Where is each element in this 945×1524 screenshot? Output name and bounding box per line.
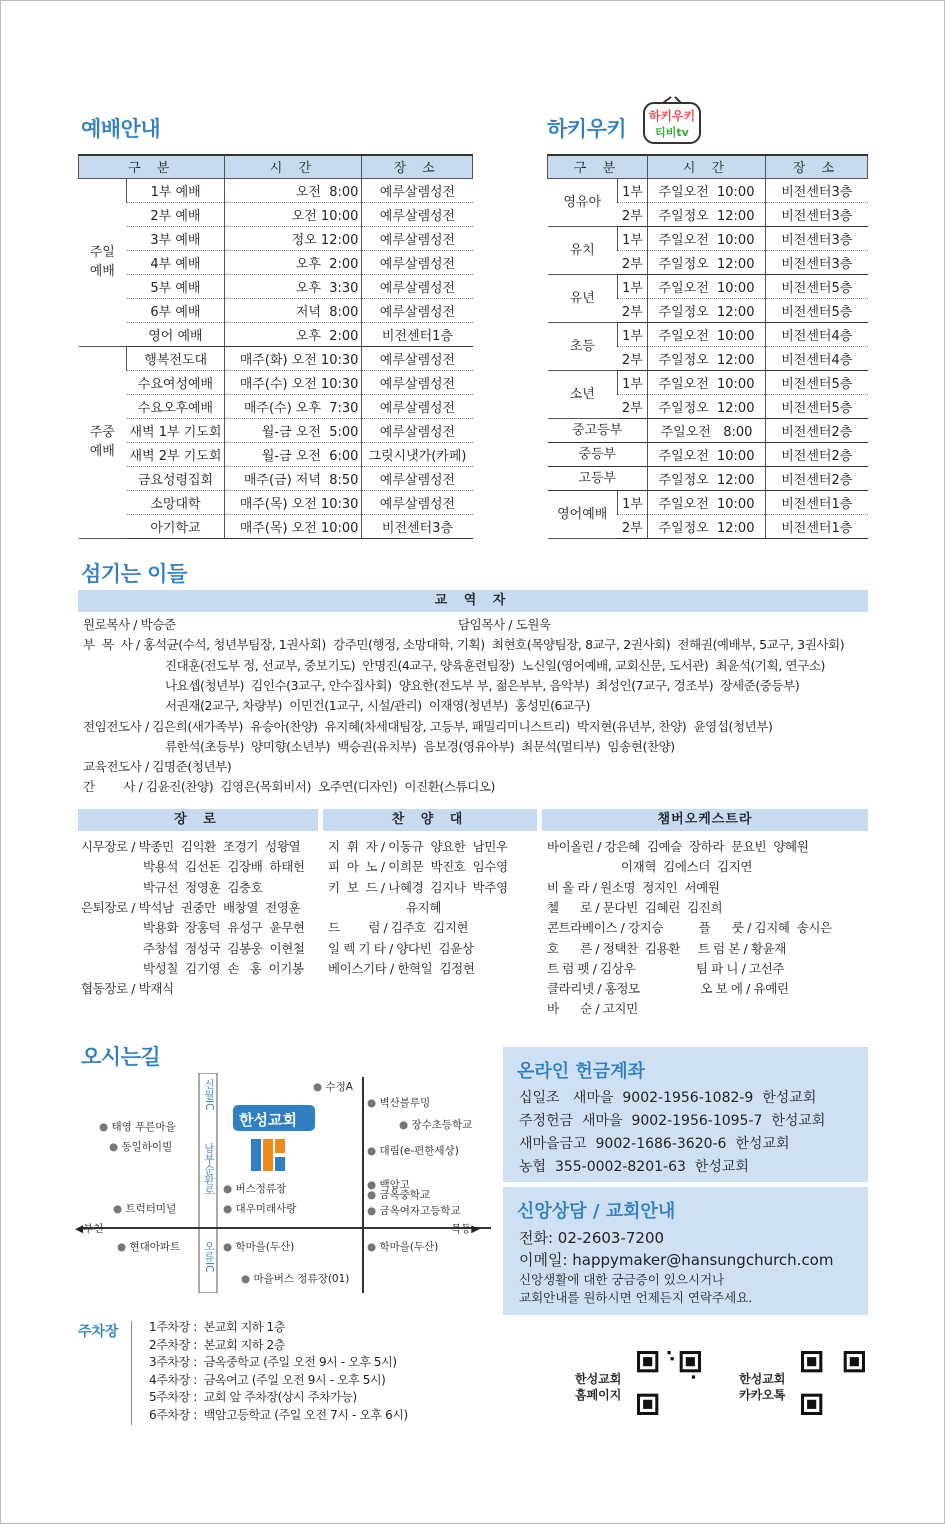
haki-part: 1부 bbox=[618, 226, 648, 250]
haki-time: 주일정오 12:00 bbox=[648, 250, 766, 274]
chamber-line: 비 올 라 / 원소명 정지인 서예원 bbox=[547, 879, 720, 895]
worship-row bbox=[79, 202, 473, 226]
haki-part: 2부 bbox=[618, 298, 648, 322]
haki-group-label: 유치 bbox=[548, 226, 618, 274]
haki-place: 비전센터2층 bbox=[766, 466, 868, 490]
worship-time: 월-금 오전 6:00 bbox=[225, 442, 362, 466]
worship-time: 매주(금) 저녁 8:50 bbox=[225, 466, 362, 490]
haki-row bbox=[548, 370, 868, 394]
worship-group-label-line: 예배 bbox=[89, 264, 115, 279]
map-dot-icon: ● bbox=[113, 1203, 126, 1215]
map-place-name: 금옥중학교 bbox=[379, 1189, 431, 1201]
haki-place: 비전센터5층 bbox=[766, 394, 868, 418]
chamber-line: 이재혁 김에스더 김지연 bbox=[621, 859, 753, 875]
worship-header-place: 장 소 bbox=[362, 155, 473, 178]
chamber-line: 호 른 / 정택찬 김용환 트 럼 본 / 황윤재 bbox=[547, 940, 786, 956]
choir-line: 일 렉 기 타 / 양다빈 김윤상 bbox=[328, 940, 474, 956]
worship-name: 소망대학 bbox=[127, 490, 225, 514]
haki-time: 주일정오 12:00 bbox=[648, 202, 766, 226]
worship-place: 예루살렘성전 bbox=[362, 490, 473, 514]
map-dot-icon: ● bbox=[117, 1241, 130, 1253]
qr-kakao-label-1: 한성교회 bbox=[739, 1372, 786, 1386]
choir-bar: 찬 양 대 bbox=[323, 809, 537, 831]
map-dot-icon: ● bbox=[223, 1183, 236, 1195]
chamber-line: 콘트라베이스 / 강지승 플 룻 / 김지혜 송시은 bbox=[547, 920, 832, 936]
counsel-panel bbox=[503, 1187, 868, 1315]
haki-place: 비전센터3층 bbox=[766, 226, 868, 250]
worship-row bbox=[79, 370, 473, 394]
qr-kakao-label bbox=[739, 1371, 785, 1403]
haki-row bbox=[548, 178, 868, 202]
directions-map bbox=[75, 1073, 491, 1293]
haki-place: 비전센터4층 bbox=[766, 322, 868, 346]
worship-group-label-line: 주중 bbox=[89, 425, 115, 440]
map-dot-icon: ● bbox=[109, 1141, 122, 1153]
worship-row bbox=[79, 298, 473, 322]
map-place-label bbox=[113, 1201, 176, 1216]
map-dot-icon: ● bbox=[223, 1203, 236, 1215]
haki-time: 주일오전 10:00 bbox=[648, 442, 766, 466]
parking-item: 3주차장 : 금옥중학교 (주일 오전 9시 - 오후 5시) bbox=[149, 1355, 397, 1369]
map-dot-icon: ● bbox=[99, 1121, 112, 1133]
worship-row bbox=[79, 178, 473, 202]
worship-row bbox=[79, 514, 473, 538]
choir-line: 키 보 드 / 나혜경 김지나 박주영 bbox=[328, 879, 508, 895]
worship-name: 새벽 1부 기도회 bbox=[127, 418, 225, 442]
haki-part: 2부 bbox=[618, 202, 648, 226]
worship-header-time: 시 간 bbox=[225, 155, 362, 178]
counsel-title: 신앙상담 / 교회안내 bbox=[517, 1201, 676, 1222]
map-dot-icon: ● bbox=[367, 1241, 380, 1253]
worship-time: 매주(목) 오전 10:30 bbox=[225, 490, 362, 514]
worship-time: 오전 8:00 bbox=[225, 178, 362, 202]
worship-row bbox=[79, 226, 473, 250]
map-place-label bbox=[223, 1181, 286, 1196]
haki-time: 주일정오 12:00 bbox=[648, 466, 766, 490]
left-direction: ◀부천 bbox=[75, 1223, 104, 1235]
haki-group-label: 중등부 bbox=[548, 442, 648, 466]
worship-table bbox=[78, 154, 473, 539]
chamber-line: 바 순 / 고지민 bbox=[547, 1001, 638, 1017]
parking-item: 6주차장 : 백암고등학교 (주일 오전 7시 - 오후 6시) bbox=[149, 1407, 408, 1422]
counsel-phone: 전화: 02-2603-7200 bbox=[519, 1229, 665, 1247]
svg-text:티비tv: 티비tv bbox=[655, 126, 689, 139]
worship-place: 예루살렘성전 bbox=[362, 274, 473, 298]
map-place-name: 트럭터미널 bbox=[125, 1203, 177, 1215]
map-dot-icon: ● bbox=[367, 1097, 380, 1109]
haki-row bbox=[548, 466, 868, 490]
worship-time: 정오 12:00 bbox=[225, 226, 362, 250]
map-place-name: 벽산블루밍 bbox=[379, 1097, 431, 1109]
worship-name: 1부 예배 bbox=[127, 178, 225, 202]
map-place-label bbox=[223, 1201, 296, 1216]
worship-place: 예루살렘성전 bbox=[362, 370, 473, 394]
chamber-bar: 챔버오케스트라 bbox=[542, 809, 868, 831]
qr-home-label-2: 홈페이지 bbox=[575, 1388, 622, 1402]
servants-title: 섬기는 이들 bbox=[81, 562, 187, 586]
worship-time: 매주(수) 오전 10:30 bbox=[225, 370, 362, 394]
worship-place: 예루살렘성전 bbox=[362, 346, 473, 370]
haki-place: 비전센터3층 bbox=[766, 202, 868, 226]
map-place-name: 백암고 bbox=[379, 1179, 410, 1191]
haki-place: 비전센터5층 bbox=[766, 298, 868, 322]
worship-time: 오전 10:00 bbox=[225, 202, 362, 226]
haki-place: 비전센터4층 bbox=[766, 346, 868, 370]
worship-name: 행복전도대 bbox=[127, 346, 225, 370]
worship-time: 매주(목) 오전 10:00 bbox=[225, 514, 362, 538]
offering-account: 주정헌금 새마을 9002-1956-1095-7 한성교회 bbox=[519, 1113, 826, 1129]
map-dot-icon: ● bbox=[367, 1189, 380, 1201]
chamber-line: 트 럼 펫 / 김상우 팀 파 니 / 고선주 bbox=[547, 960, 785, 976]
map-dot-icon: ● bbox=[399, 1119, 412, 1131]
choir-line: 베이스기타 / 한혁일 김정현 bbox=[328, 960, 475, 976]
haki-part: 1부 bbox=[618, 274, 648, 298]
map-place-name: 학마을(두산) bbox=[235, 1241, 295, 1253]
svg-text:하키우키: 하키우키 bbox=[648, 109, 696, 123]
worship-place: 예루살렘성전 bbox=[362, 394, 473, 418]
worship-group-label-line: 예배 bbox=[89, 444, 115, 459]
haki-row bbox=[548, 226, 868, 250]
worship-row bbox=[79, 394, 473, 418]
haki-time: 주일정오 12:00 bbox=[648, 298, 766, 322]
haki-time: 주일오전 10:00 bbox=[648, 370, 766, 394]
counsel-note-2: 교회안내를 원하시면 언제든지 연락주세요. bbox=[519, 1290, 753, 1305]
parking-divider bbox=[131, 1321, 132, 1425]
map-place-name: 태영 푸른마을 bbox=[111, 1121, 176, 1133]
map-dot-icon: ● bbox=[367, 1205, 380, 1217]
worship-name: 금요성령집회 bbox=[127, 466, 225, 490]
counsel-email: 이메일: happymaker@hansungchurch.com bbox=[519, 1251, 834, 1269]
choir-line: 드 럼 / 김주호 김지현 bbox=[328, 920, 469, 936]
haki-place: 비전센터3층 bbox=[766, 178, 868, 202]
clergy-line: 나요셉(청년부) 김인수(3교구, 안수집사회) 양요한(전도부 부, 젊은부부, 음악부) 최성인(7교구, 경조부) 장세준(중등부) bbox=[165, 677, 800, 693]
worship-time: 매주(화) 오전 10:30 bbox=[225, 346, 362, 370]
worship-row bbox=[79, 418, 473, 442]
worship-name: 5부 예배 bbox=[127, 274, 225, 298]
worship-time: 월-금 오전 5:00 bbox=[225, 418, 362, 442]
haki-group-label: 소년 bbox=[548, 370, 618, 418]
offering-account: 농협 355-0002-8201-63 한성교회 bbox=[519, 1159, 749, 1175]
parking-title: 주차장 bbox=[78, 1324, 119, 1340]
worship-place: 예루살렘성전 bbox=[362, 226, 473, 250]
worship-name: 영어 예배 bbox=[127, 322, 225, 346]
haki-row bbox=[548, 442, 868, 466]
map-place-name: 대림(e-편한세상) bbox=[379, 1145, 459, 1157]
map-dot-icon: ● bbox=[313, 1081, 326, 1093]
clergy-line: 전임전도사 / 김은희(새가족부) 유승아(찬양) 유지혜(차세대팀장, 고등부, 패밀리미니스트리) 박지현(유년부, 찬양) 윤영섭(청년부) bbox=[83, 718, 773, 734]
kakaotalk-qr-code[interactable] bbox=[801, 1351, 865, 1415]
haki-time: 주일정오 12:00 bbox=[648, 394, 766, 418]
clergy-line: 간 사 / 김윤진(찬양) 김영은(목회비서) 오주연(디자인) 이진환(스튜디오) bbox=[83, 779, 496, 795]
choir-line: 유지혜 bbox=[406, 899, 442, 915]
map-place-name: 버스정류장 bbox=[235, 1183, 287, 1195]
counsel-note-1: 신앙생활에 대한 궁금증이 있으시거나 bbox=[519, 1272, 725, 1287]
road-top-label: 신월IC bbox=[203, 1079, 215, 1111]
worship-time: 저녁 8:00 bbox=[225, 298, 362, 322]
map-place-name: 대우미래사랑 bbox=[235, 1203, 297, 1215]
haki-header-category: 구 분 bbox=[548, 155, 648, 178]
hakiwooki-table bbox=[547, 154, 868, 539]
haki-time: 주일오전 10:00 bbox=[648, 490, 766, 514]
qr-home-label-1: 한성교회 bbox=[575, 1372, 622, 1386]
haki-row bbox=[548, 322, 868, 346]
haki-time: 주일정오 12:00 bbox=[648, 346, 766, 370]
map-place-name: 장수초등학교 bbox=[411, 1119, 473, 1131]
parking-item: 4주차장 : 금옥여고 (주일 오전 9시 - 오후 5시) bbox=[149, 1372, 386, 1387]
chamber-line: 첼 로 / 문다빈 김혜린 김진희 bbox=[547, 899, 723, 915]
worship-name: 새벽 2부 기도회 bbox=[127, 442, 225, 466]
directions-title: 오시는길 bbox=[81, 1045, 161, 1069]
offering-title: 온라인 헌금계좌 bbox=[517, 1061, 645, 1082]
haki-time: 주일오전 10:00 bbox=[648, 274, 766, 298]
map-place-label bbox=[367, 1095, 430, 1110]
hakiwooki-tv-logo bbox=[641, 95, 703, 147]
worship-time: 오후 2:00 bbox=[225, 322, 362, 346]
worship-time: 오후 2:00 bbox=[225, 250, 362, 274]
worship-place: 비전센터3층 bbox=[362, 514, 473, 538]
clergy-line: 진대훈(전도부 정, 선교부, 중보기도) 안명진(4교구, 양육훈련팀장) 노신일(영어예배, 교회신문, 도서관) 최윤석(기획, 연구소) bbox=[165, 657, 825, 673]
haki-place: 비전센터2층 bbox=[766, 442, 868, 466]
map-place-label bbox=[223, 1239, 294, 1254]
parking-item: 2주차장 : 본교회 지하 2층 bbox=[149, 1337, 285, 1352]
worship-group-label bbox=[79, 178, 127, 346]
elder-line: 박용석 김선돈 김장배 하태헌 bbox=[143, 859, 305, 875]
clergy-line: 서권재(2교구, 차량부) 이민건(1교구, 시설/관리) 이재영(청년부) 홍성민(6교구) bbox=[165, 698, 590, 714]
parking-item: 5주차장 : 교회 앞 주차장(상시 주차가능) bbox=[149, 1390, 357, 1404]
haki-place: 비전센터3층 bbox=[766, 250, 868, 274]
worship-row bbox=[79, 490, 473, 514]
church-map-label: 한성교회 bbox=[239, 1111, 297, 1129]
elder-line: 시무장로 / 박종민 김익환 조경기 성왕열 bbox=[81, 839, 301, 854]
haki-group-label: 영어예배 bbox=[548, 490, 618, 538]
worship-title: 예배안내 bbox=[81, 117, 161, 141]
worship-name: 수요여성예배 bbox=[127, 370, 225, 394]
haki-time: 주일오전 8:00 bbox=[648, 418, 766, 442]
elder-line: 은퇴장로 / 박석남 권중만 배창열 전영훈 bbox=[81, 899, 301, 915]
worship-group-label-line: 주일 bbox=[89, 245, 115, 260]
elder-line: 박규선 정영훈 김충호 bbox=[143, 879, 263, 895]
haki-place: 비전센터1층 bbox=[766, 514, 868, 538]
haki-part: 2부 bbox=[618, 250, 648, 274]
offering-panel bbox=[503, 1047, 868, 1182]
haki-group-label: 중고등부 bbox=[548, 418, 648, 442]
elder-line: 박용화 장홍덕 유성구 윤무현 bbox=[143, 920, 305, 936]
worship-group-label bbox=[79, 346, 127, 538]
elders-bar: 장 로 bbox=[78, 809, 318, 831]
worship-row bbox=[79, 250, 473, 274]
haki-row bbox=[548, 418, 868, 442]
haki-time: 주일오전 10:00 bbox=[648, 322, 766, 346]
worship-place: 예루살렘성전 bbox=[362, 298, 473, 322]
map-dot-icon: ● bbox=[367, 1145, 380, 1157]
clergy-line: 원로목사 / 박승준 담임목사 / 도원욱 bbox=[83, 617, 551, 632]
haki-place: 비전센터2층 bbox=[766, 418, 868, 442]
road-bottom-label: 오류IC bbox=[203, 1241, 215, 1273]
worship-name: 아기학교 bbox=[127, 514, 225, 538]
map-place-label bbox=[367, 1239, 438, 1254]
worship-header-category: 구 분 bbox=[79, 155, 225, 178]
haki-row bbox=[548, 274, 868, 298]
map-place-name: 금옥여자고등학교 bbox=[379, 1205, 461, 1217]
worship-place: 예루살렘성전 bbox=[362, 466, 473, 490]
worship-place: 예루살렘성전 bbox=[362, 202, 473, 226]
choir-line: 지 휘 자 / 이동규 양요한 남민우 bbox=[328, 839, 508, 854]
chamber-line: 클라리넷 / 홍정모 오 보 에 / 유예린 bbox=[547, 981, 789, 997]
haki-part: 1부 bbox=[618, 178, 648, 202]
map-place-name: 현대아파트 bbox=[129, 1241, 181, 1253]
haki-group-label: 초등 bbox=[548, 322, 618, 370]
map-place-label bbox=[367, 1187, 430, 1202]
haki-group-label: 고등부 bbox=[548, 466, 648, 490]
hakiwooki-title: 하키우키 bbox=[547, 117, 627, 141]
worship-name: 3부 예배 bbox=[127, 226, 225, 250]
haki-header-time: 시 간 bbox=[648, 155, 766, 178]
worship-place: 예루살렘성전 bbox=[362, 178, 473, 202]
clergy-line: 교육전도사 / 김명준(청년부) bbox=[83, 759, 232, 775]
parking-item: 1주차장 : 본교회 지하 1층 bbox=[149, 1320, 285, 1334]
worship-time: 오후 3:30 bbox=[225, 274, 362, 298]
homepage-qr-code[interactable] bbox=[637, 1351, 701, 1415]
haki-group-label: 유년 bbox=[548, 274, 618, 322]
elder-line: 주창섭 정성국 김봉웅 이현철 bbox=[143, 940, 305, 956]
road-vertical-label: 남부순환로 bbox=[203, 1143, 215, 1196]
chamber-line: 바이올린 / 강은혜 김예슬 장하라 문요빈 양혜원 bbox=[547, 839, 809, 854]
map-place-label bbox=[399, 1117, 472, 1132]
map-place-name: 마을버스 정류장(01) bbox=[253, 1273, 350, 1285]
map-place-name: 동일하이빌 bbox=[121, 1141, 173, 1153]
worship-row bbox=[79, 346, 473, 370]
worship-row bbox=[79, 466, 473, 490]
clergy-bar: 교 역 자 bbox=[78, 590, 868, 612]
haki-time: 주일오전 10:00 bbox=[648, 226, 766, 250]
worship-place: 예루살렘성전 bbox=[362, 418, 473, 442]
haki-part: 2부 bbox=[618, 514, 648, 538]
haki-place: 비전센터5층 bbox=[766, 370, 868, 394]
map-dot-icon: ● bbox=[223, 1241, 236, 1253]
worship-name: 6부 예배 bbox=[127, 298, 225, 322]
worship-name: 2부 예배 bbox=[127, 202, 225, 226]
map-place-label bbox=[367, 1143, 459, 1158]
haki-part: 1부 bbox=[618, 370, 648, 394]
offering-account: 새마을금고 9002-1686-3620-6 한성교회 bbox=[519, 1136, 790, 1152]
worship-row bbox=[79, 442, 473, 466]
map-place-label bbox=[99, 1119, 176, 1134]
worship-place: 그릿시냇가(카페) bbox=[362, 442, 473, 466]
worship-row bbox=[79, 322, 473, 346]
haki-place: 비전센터1층 bbox=[766, 490, 868, 514]
map-place-label bbox=[241, 1271, 349, 1286]
map-place-label bbox=[109, 1139, 172, 1154]
map-place-label bbox=[367, 1203, 461, 1218]
offering-account: 십일조 새마을 9002-1956-1082-9 한성교회 bbox=[519, 1090, 817, 1106]
haki-part: 2부 bbox=[618, 346, 648, 370]
worship-time: 매주(수) 오후 7:30 bbox=[225, 394, 362, 418]
worship-name: 4부 예배 bbox=[127, 250, 225, 274]
map-place-label bbox=[117, 1239, 180, 1254]
qr-kakao-label-2: 카카오톡 bbox=[739, 1388, 786, 1402]
haki-row bbox=[548, 490, 868, 514]
haki-header-place: 장 소 bbox=[766, 155, 868, 178]
worship-name: 수요오후예배 bbox=[127, 394, 225, 418]
haki-place: 비전센터5층 bbox=[766, 274, 868, 298]
map-place-label bbox=[313, 1079, 353, 1094]
map-dot-icon: ● bbox=[367, 1179, 380, 1191]
haki-part: 1부 bbox=[618, 490, 648, 514]
worship-place: 예루살렘성전 bbox=[362, 250, 473, 274]
elder-line: 협동장로 / 박재식 bbox=[81, 981, 174, 997]
map-place-name: 수정A bbox=[325, 1081, 353, 1093]
map-dot-icon: ● bbox=[241, 1273, 254, 1285]
map-place-name: 학마을(두산) bbox=[379, 1241, 439, 1253]
clergy-line: 부 목 사 / 홍석균(수석, 청년부팀장, 1권사회) 강주민(행정, 소망대학, 기획) 최현호(목양팀장, 8교구, 2권사회) 전해권(예배부, 5교구, 3권사회) bbox=[83, 637, 845, 653]
qr-home-label bbox=[575, 1371, 621, 1403]
haki-group-label: 영유아 bbox=[548, 178, 618, 226]
haki-time: 주일정오 12:00 bbox=[648, 514, 766, 538]
haki-part: 2부 bbox=[618, 394, 648, 418]
worship-place: 비전센터1층 bbox=[362, 322, 473, 346]
clergy-line: 류한석(초등부) 양미향(소년부) 백승권(유치부) 음보경(영유아부) 최문석(멀티부) 임송현(찬양) bbox=[165, 738, 675, 754]
haki-time: 주일오전 10:00 bbox=[648, 178, 766, 202]
right-direction: 목동▶ bbox=[451, 1223, 480, 1235]
choir-line: 피 아 노 / 이희문 박진호 임수영 bbox=[328, 859, 508, 875]
elder-line: 박성칠 김기영 손 홍 이기봉 bbox=[143, 960, 304, 976]
worship-row bbox=[79, 274, 473, 298]
haki-part: 1부 bbox=[618, 322, 648, 346]
